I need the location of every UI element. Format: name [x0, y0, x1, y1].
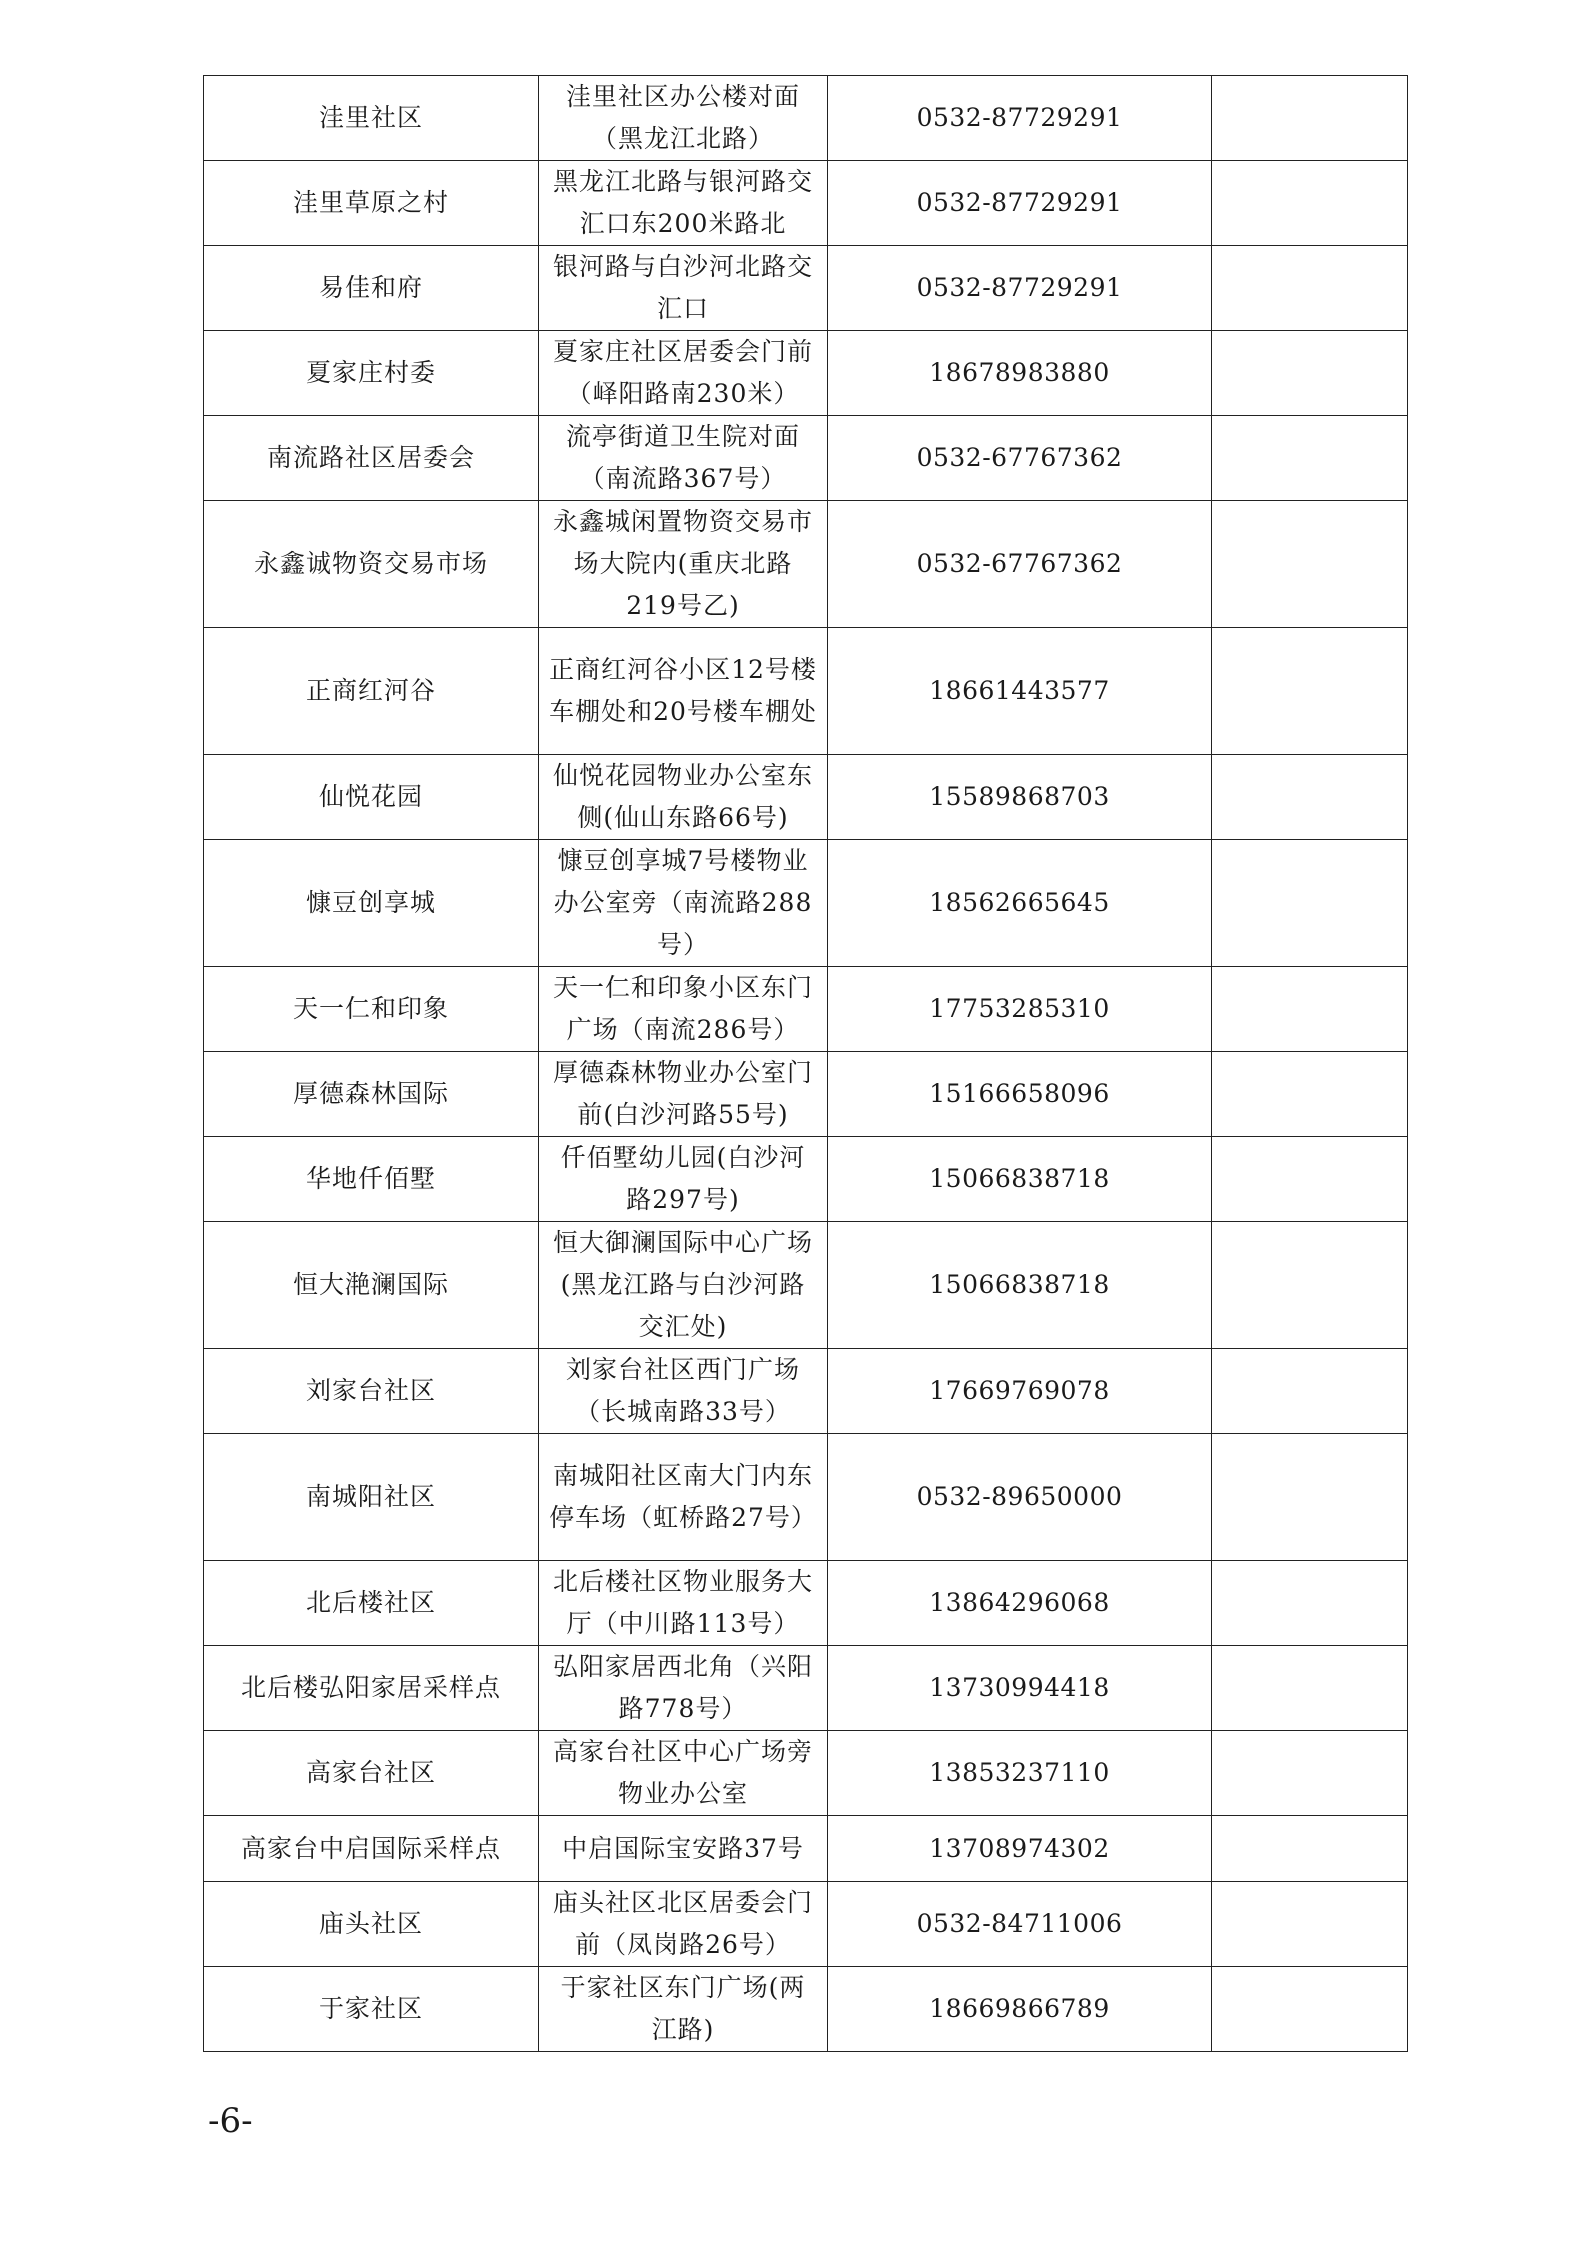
site-name-cell: 南流路社区居委会	[204, 416, 539, 501]
table-row	[204, 967, 1408, 1052]
site-location-cell: 夏家庄社区居委会门前（峄阳路南230米）	[539, 331, 828, 416]
table-row	[204, 161, 1408, 246]
site-note-cell	[1212, 1222, 1408, 1349]
site-phone-cell: 18678983880	[828, 331, 1212, 416]
site-note-cell	[1212, 840, 1408, 967]
site-location-cell: 银河路与白沙河北路交汇口	[539, 246, 828, 331]
site-note-cell	[1212, 1052, 1408, 1137]
site-name-cell: 刘家台社区	[204, 1349, 539, 1434]
site-location-cell: 仟佰墅幼儿园(白沙河路297号)	[539, 1137, 828, 1222]
site-phone-cell: 13730994418	[828, 1646, 1212, 1731]
table-row	[204, 416, 1408, 501]
table-row	[204, 501, 1408, 628]
site-name-cell: 于家社区	[204, 1967, 539, 2052]
site-name-cell: 厚德森林国际	[204, 1052, 539, 1137]
site-name-cell: 夏家庄村委	[204, 331, 539, 416]
site-name-cell: 高家台社区	[204, 1731, 539, 1816]
site-note-cell	[1212, 1816, 1408, 1882]
site-name-cell: 慷豆创享城	[204, 840, 539, 967]
table-row	[204, 1222, 1408, 1349]
site-phone-cell: 15066838718	[828, 1222, 1212, 1349]
site-note-cell	[1212, 246, 1408, 331]
site-phone-cell: 0532-67767362	[828, 416, 1212, 501]
table-row	[204, 1349, 1408, 1434]
site-name-cell: 正商红河谷	[204, 628, 539, 755]
site-note-cell	[1212, 1561, 1408, 1646]
site-note-cell	[1212, 755, 1408, 840]
site-name-cell: 南城阳社区	[204, 1434, 539, 1561]
table-row	[204, 1137, 1408, 1222]
site-note-cell	[1212, 501, 1408, 628]
site-note-cell	[1212, 1967, 1408, 2052]
site-note-cell	[1212, 1882, 1408, 1967]
site-note-cell	[1212, 628, 1408, 755]
site-name-cell: 高家台中启国际采样点	[204, 1816, 539, 1882]
table-row	[204, 840, 1408, 967]
site-phone-cell: 13864296068	[828, 1561, 1212, 1646]
site-name-cell: 北后楼社区	[204, 1561, 539, 1646]
site-note-cell	[1212, 1137, 1408, 1222]
table-row	[204, 1816, 1408, 1882]
site-phone-cell: 0532-87729291	[828, 76, 1212, 161]
table-row	[204, 1882, 1408, 1967]
site-location-cell: 永鑫城闲置物资交易市场大院内(重庆北路219号乙)	[539, 501, 828, 628]
site-phone-cell: 13853237110	[828, 1731, 1212, 1816]
site-name-cell: 天一仁和印象	[204, 967, 539, 1052]
sampling-sites-table	[203, 75, 1408, 2052]
sampling-sites-table-body	[204, 76, 1408, 2052]
site-phone-cell: 18669866789	[828, 1967, 1212, 2052]
site-note-cell	[1212, 1646, 1408, 1731]
site-location-cell: 中启国际宝安路37号	[539, 1816, 828, 1882]
site-note-cell	[1212, 331, 1408, 416]
site-location-cell: 于家社区东门广场(两江路)	[539, 1967, 828, 2052]
site-location-cell: 高家台社区中心广场旁物业办公室	[539, 1731, 828, 1816]
site-name-cell: 仙悦花园	[204, 755, 539, 840]
site-phone-cell: 0532-87729291	[828, 161, 1212, 246]
site-note-cell	[1212, 1731, 1408, 1816]
site-location-cell: 恒大御澜国际中心广场(黑龙江路与白沙河路交汇处)	[539, 1222, 828, 1349]
table-row	[204, 76, 1408, 161]
site-phone-cell: 0532-87729291	[828, 246, 1212, 331]
site-phone-cell: 15166658096	[828, 1052, 1212, 1137]
table-row	[204, 331, 1408, 416]
site-phone-cell: 15066838718	[828, 1137, 1212, 1222]
site-phone-cell: 15589868703	[828, 755, 1212, 840]
site-phone-cell: 13708974302	[828, 1816, 1212, 1882]
site-location-cell: 流亭街道卫生院对面（南流路367号）	[539, 416, 828, 501]
site-phone-cell: 17753285310	[828, 967, 1212, 1052]
site-note-cell	[1212, 1349, 1408, 1434]
site-phone-cell: 0532-84711006	[828, 1882, 1212, 1967]
site-note-cell	[1212, 416, 1408, 501]
site-name-cell: 洼里社区	[204, 76, 539, 161]
table-row	[204, 755, 1408, 840]
site-name-cell: 永鑫诚物资交易市场	[204, 501, 539, 628]
site-note-cell	[1212, 76, 1408, 161]
table-row	[204, 1646, 1408, 1731]
table-row	[204, 1434, 1408, 1561]
site-location-cell: 仙悦花园物业办公室东侧(仙山东路66号)	[539, 755, 828, 840]
table-row	[204, 1967, 1408, 2052]
table-row	[204, 1731, 1408, 1816]
site-note-cell	[1212, 161, 1408, 246]
page-number: -6-	[208, 2101, 253, 2141]
table-row	[204, 1052, 1408, 1137]
site-location-cell: 庙头社区北区居委会门前（凤岗路26号）	[539, 1882, 828, 1967]
site-name-cell: 庙头社区	[204, 1882, 539, 1967]
site-phone-cell: 17669769078	[828, 1349, 1212, 1434]
site-location-cell: 南城阳社区南大门内东停车场（虹桥路27号）	[539, 1434, 828, 1561]
site-location-cell: 厚德森林物业办公室门前(白沙河路55号)	[539, 1052, 828, 1137]
table-row	[204, 1561, 1408, 1646]
site-name-cell: 华地仟佰墅	[204, 1137, 539, 1222]
site-phone-cell: 0532-89650000	[828, 1434, 1212, 1561]
site-location-cell: 天一仁和印象小区东门广场（南流286号）	[539, 967, 828, 1052]
site-name-cell: 易佳和府	[204, 246, 539, 331]
site-location-cell: 正商红河谷小区12号楼车棚处和20号楼车棚处	[539, 628, 828, 755]
site-note-cell	[1212, 1434, 1408, 1561]
site-name-cell: 北后楼弘阳家居采样点	[204, 1646, 539, 1731]
site-phone-cell: 18562665645	[828, 840, 1212, 967]
table-row	[204, 246, 1408, 331]
site-location-cell: 北后楼社区物业服务大厅（中川路113号）	[539, 1561, 828, 1646]
site-location-cell: 慷豆创享城7号楼物业办公室旁（南流路288号）	[539, 840, 828, 967]
site-location-cell: 黑龙江北路与银河路交汇口东200米路北	[539, 161, 828, 246]
site-location-cell: 刘家台社区西门广场（长城南路33号）	[539, 1349, 828, 1434]
site-phone-cell: 18661443577	[828, 628, 1212, 755]
site-location-cell: 洼里社区办公楼对面（黑龙江北路）	[539, 76, 828, 161]
site-phone-cell: 0532-67767362	[828, 501, 1212, 628]
site-note-cell	[1212, 967, 1408, 1052]
site-location-cell: 弘阳家居西北角（兴阳路778号）	[539, 1646, 828, 1731]
table-row	[204, 628, 1408, 755]
site-name-cell: 洼里草原之村	[204, 161, 539, 246]
site-name-cell: 恒大滟澜国际	[204, 1222, 539, 1349]
